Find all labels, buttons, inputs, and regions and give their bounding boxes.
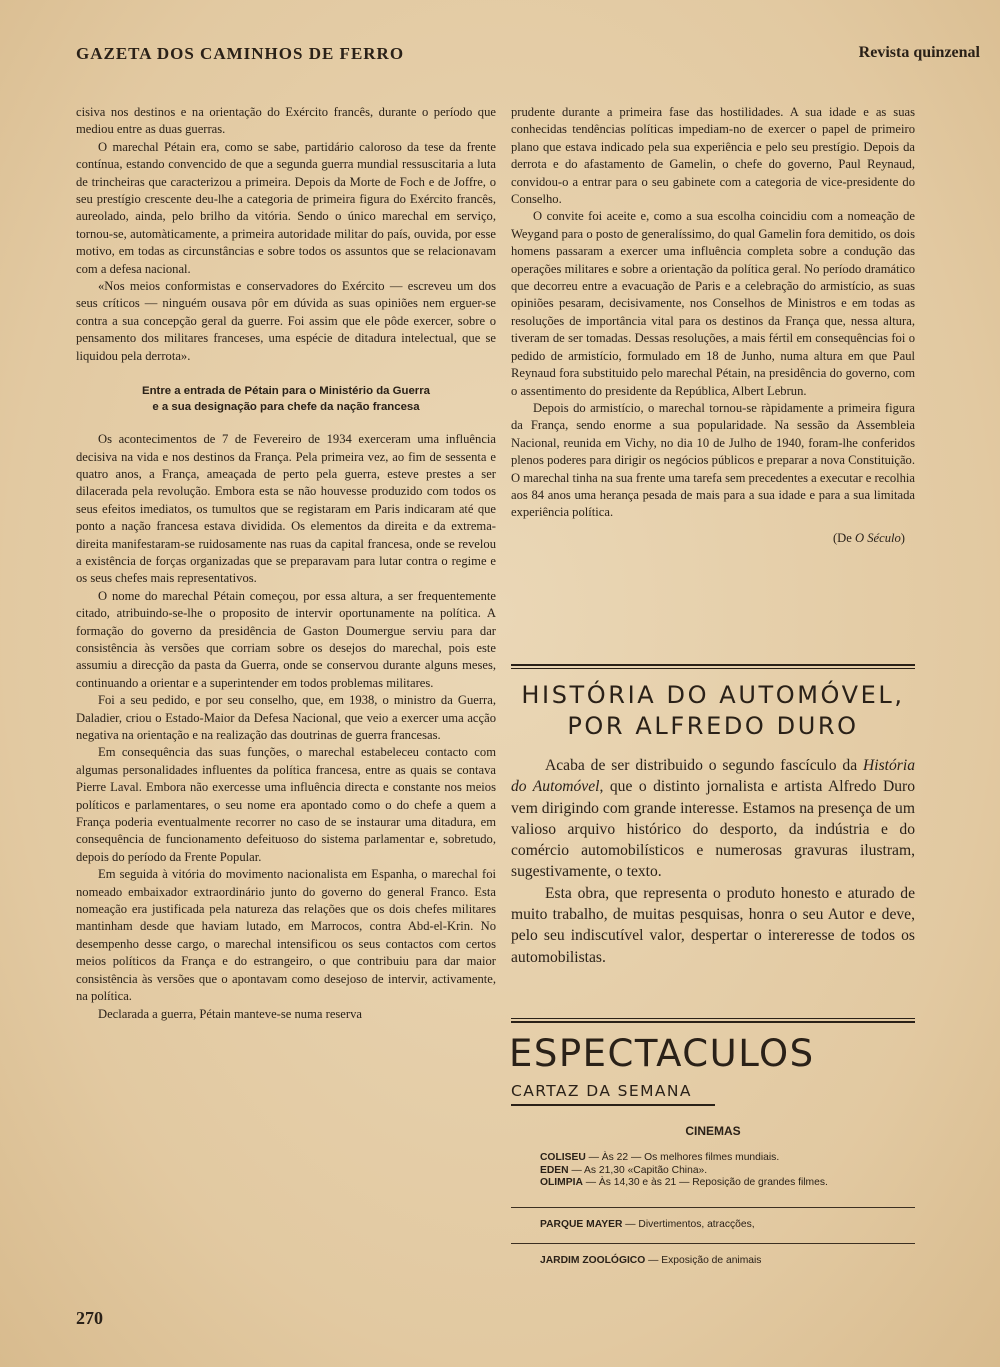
paragraph: cisiva nos destinos e na orientação do Exército francês, durante o período que mediou entre as duas guerras. bbox=[76, 105, 496, 137]
page-number: 270 bbox=[76, 1308, 103, 1328]
cinema-list bbox=[540, 1152, 920, 1190]
left-column bbox=[76, 104, 496, 1023]
paragraph: Declarada a guerra, Pétain manteve-se numa reserva bbox=[98, 1006, 362, 1021]
paragraph: Em seguida à vitória do movimento nacionalista em Espanha, o marechal foi nomeado embaixador extraordinário junto do governo do general Franco. Esta nomeação era justificada pela natureza das relações que os dois chefes militares mantinham desde que haviam lutado, em Marrocos, contra Abd-el-Krin. No desempenho desse cargo, o marechal intensificou os seus contactos com certos meios políticos da França e do estrangeiro, o que contribuiu para dar maior consistência às versões que o apontavam como desejoso de intervir, activamente, na política. bbox=[76, 867, 496, 1004]
publication-frequency: Revista quinzenal bbox=[858, 44, 980, 61]
list-item: COLISEU — Às 22 — Os melhores filmes mundiais. bbox=[540, 1152, 780, 1163]
divider-rule bbox=[511, 1021, 915, 1023]
paragraph: Os acontecimentos de 7 de Fevereiro de 1934 exerceram uma influência decisiva na vida e nos destinos da França. Pela primeira vez, ao fim de sessenta e quatro anos, a França, ameaçada de perto pela guerra, esteve prestes a ser dilacerada pela revolução. Embora esta se não houvesse produzido com todos os seus efeitos imediatos, os tumultos que se registaram em Paris indicaram até que ponto a nação francesa estava dividida. Os elementos da direita e da extrema-direita manifestaram-se ruidosamente nas ruas da capital francesa, onde se revelou a existência de forças organizadas que se preparavam para lutar contra o regime e os seus chefes mais representativos. bbox=[76, 432, 496, 586]
divider-rule bbox=[511, 1243, 915, 1244]
right-column bbox=[511, 104, 915, 547]
paragraph: O convite foi aceite e, como a sua escolha coincidiu com a nomeação de Weygand para o posto de generalíssimo, do qual Gamelin fora demitido, os dois homens passaram a exercer uma influência completa sobre a condução das operações militares e sobre a orientação da política geral. No período dramático que decorreu entre a evacuação de Paris e a celebração do armistício, as suas opiniões pesaram, decisivamente, nos Conselhos de Ministros e em todas as resoluções de importância vital para os destinos da França que, nessa altura, tiveram de ser tomadas. Dessas resoluções, a mais fértil em consequências foi o pedido de armistício, formulado em 18 de Junho, numa altura em que Paul Reynaud fora substituido pelo marechal Pétain, na presidência do governo, com o assentimento do presidente da República, Albert Lebrun. bbox=[511, 209, 915, 398]
divider-rule bbox=[511, 664, 915, 666]
source-credit: (De O Século) bbox=[832, 530, 905, 545]
paragraph: O marechal Pétain era, como se sabe, partidário caloroso da tese da frente contínua, estando convencido de que a segunda guerra mundial ressuscitaria a luta de trincheiras que caracterizou a primeira. Depois da Morte de Foch e de Joffre, o seu prestígio crescente deu-lhe a categoria de primeira figura do Exército francês, aureolado, ainda, pelo brilho da vitória. Sendo o único marechal em serviço, tornou-se, automàticamente, a primeira autoridade militar do país, ouvida, por esse motivo, em todas as circunstâncias e sobre todos os assuntos que se relacionavam com a defesa nacional. bbox=[76, 139, 496, 276]
paragraph: Foi a seu pedido, e por seu conselho, que, em 1938, o ministro da Guerra, Daladier, criou o Estado-Maior da Defesa Nacional, que veio a exercer uma acção negativa na orientação e na realização das doutrinas de guerra francesas. bbox=[76, 693, 496, 742]
paragraph: Em consequência das suas funções, o marechal estabeleceu contacto com algumas personalidades influentes da política francesa, entre as quais se contava Pierre Laval. Embora não exercesse uma influência directa e constante nos meios políticos e parlamentares, o seu nome era apontado como o do chefe a quem a França poderia eventualmente recorrer no caso de se instaurar uma ditadura, em consequência de funcionamento defeituoso do sistema parlamentar e, sobretudo, depois do período da Frente Popular. bbox=[76, 745, 496, 864]
divider-rule bbox=[511, 1018, 915, 1019]
venue-jardim-zoologico: JARDIM ZOOLÓGICO — Exposição de animais bbox=[540, 1255, 762, 1266]
spectacles-subtitle: CARTAZ DA SEMANA bbox=[511, 1082, 692, 1100]
paragraph: Esta obra, que representa o produto honesto e aturado de muito trabalho, de muitas pesquisas, honra o seu Autor e deve, pelo seu indiscutível valor, despertar o intereresse de todos os automobilistas. bbox=[511, 884, 915, 966]
ad-body bbox=[511, 755, 915, 968]
publication-title: GAZETA DOS CAMINHOS DE FERRO bbox=[76, 44, 405, 63]
paragraph: Acaba de ser distribuido o segundo fascículo da História do Automóvel, que o distinto jornalista e artista Alfredo Duro vem dirigindo com grande interesse. Estamos na presença de um valioso arquivo histórico do desporto, da indústria e do comércio automobilísticos e numerosas gravuras ilustram, sugestivamente, o texto. bbox=[511, 757, 915, 881]
running-header bbox=[76, 44, 980, 74]
divider-rule bbox=[511, 668, 915, 669]
subtitle-underline bbox=[511, 1104, 715, 1106]
list-item: EDEN — As 21,30 «Capitão China». bbox=[540, 1164, 708, 1176]
spectacles-title: ESPECTACULOS bbox=[509, 1032, 815, 1075]
list-item: OLIMPIA — Às 14,30 e às 21 — Reposição de grandes filmes. bbox=[540, 1177, 828, 1188]
ad-title: HISTÓRIA DO AUTOMÓVEL, POR ALFREDO DURO bbox=[521, 681, 905, 740]
paragraph: «Nos meios conformistas e conservadores do Exército — escreveu um dos seus críticos — ninguém ousava pôr em dúvida as suas opiniões nem erguer-se contra a sua concepção geral da guerre. Foi assim que ele pôde exercer, sobre o pensamento dos militares franceses, uma espécie de ditadura intelectual, que se liquidou pela derrota». bbox=[76, 279, 496, 363]
paragraph: Depois do armistício, o marechal tornou-se ràpidamente a primeira figura da França, sendo enorme a sua popularidade. Na sessão da Assembleia Nacional, reunida em Vichy, no dia 10 de Julho de 1940, foram-lhe conferidos plenos poderes para dirigir os negócios públicos e preparar a nova Constituição. O marechal tinha na sua frente uma tarefa sem precedentes a executar e recolhia aos 84 anos uma herança pesada de mais para a sua idade e para a sua limitada experiência política. bbox=[511, 400, 915, 520]
venue-parque-mayer: PARQUE MAYER — Divertimentos, atracções, bbox=[540, 1219, 755, 1230]
cinemas-heading: CINEMAS bbox=[685, 1124, 741, 1138]
section-subheading: Entre a entrada de Pétain para o Ministério da Guerra e a sua designação para chefe da nação francesa bbox=[141, 385, 430, 414]
divider-rule bbox=[511, 1207, 915, 1208]
paragraph: prudente durante a primeira fase das hostilidades. A sua idade e as suas conhecidas tendências políticas impediam-no de exercer o papel de primeiro plano que estava indicado pela sua experiência e pelo seu prestígio. Depois da derrota e do afastamento de Gamelin, o chefe do governo, Paul Reynaud, convidou-o a entrar para o seu gabinete com a categoria de vice-presidente do Conselho. bbox=[511, 105, 915, 207]
paragraph: O nome do marechal Pétain começou, por essa altura, a ser frequentemente citado, atribuindo-se-lhe o proposito de intervir oportunamente na política. A formação do governo da presidência de Gaston Doumergue serviu para dar consistência às versões que corriam sobre os desejos do marechal, pois este assumiu a direcção da pasta da Guerra, onde se conservou durante alguns meses, continuando a orientar e a superintender em todos problemas militares. bbox=[76, 588, 496, 690]
